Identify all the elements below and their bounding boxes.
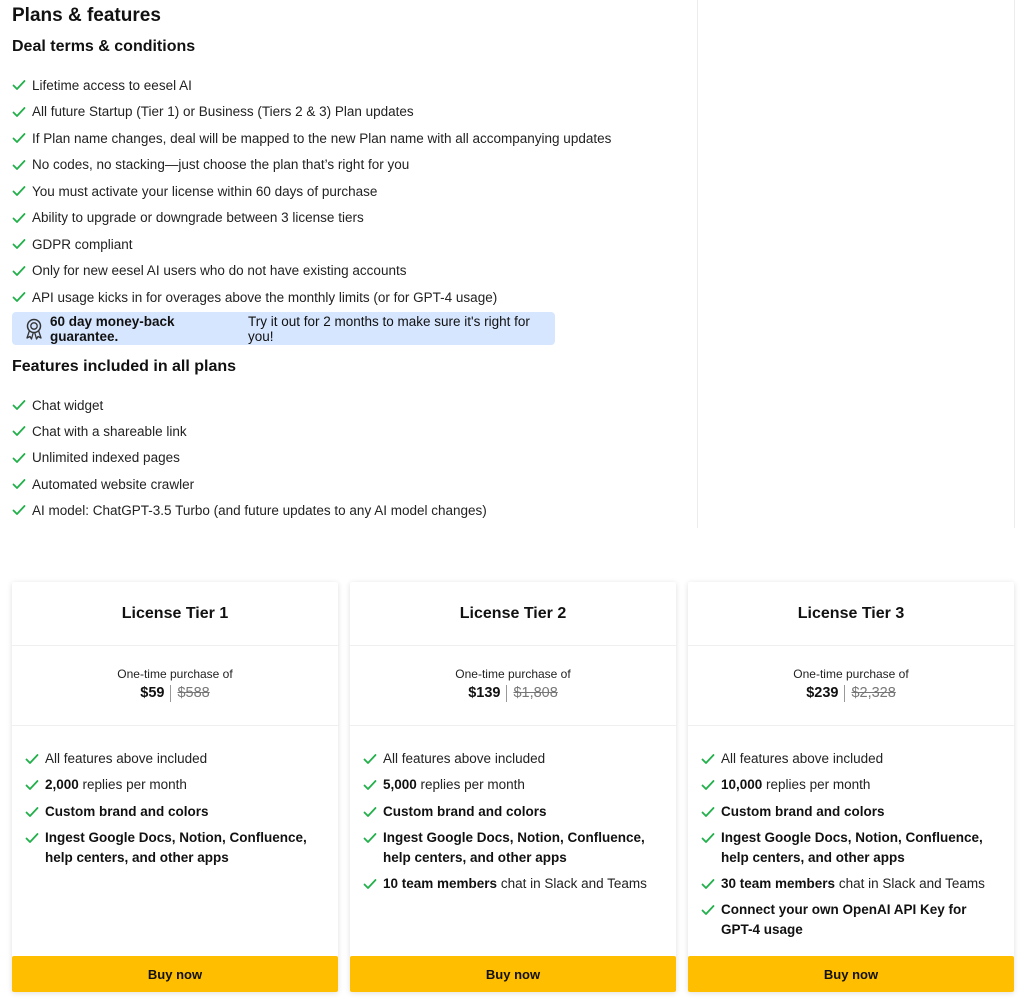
features-heading: Features included in all plans <box>12 358 237 375</box>
list-item: All future Startup (Tier 1) or Business (Tiers 2 & 3) Plan updates <box>12 99 611 126</box>
checkmark-icon <box>363 753 377 765</box>
checkmark-icon <box>12 106 26 118</box>
original-price: $588 <box>177 685 210 701</box>
tier-feature-item: Ingest Google Docs, Notion, Confluence, help centers, and other apps <box>363 828 676 868</box>
checkmark-icon <box>701 832 715 844</box>
tier-feature-item: Custom brand and colors <box>363 802 676 822</box>
list-item: AI model: ChatGPT-3.5 Turbo (and future updates to any AI model changes) <box>12 497 487 523</box>
buy-now-button[interactable]: Buy now <box>688 956 1014 992</box>
checkmark-icon <box>701 806 715 818</box>
checkmark-icon <box>701 878 715 890</box>
tier-feature-item: All features above included <box>363 749 676 769</box>
buy-now-button[interactable]: Buy now <box>12 956 338 992</box>
tier-feature-list <box>688 726 1014 940</box>
tier-feature-item: Connect your own OpenAI API Key for GPT-4 usage <box>701 900 1014 940</box>
checkmark-icon <box>12 132 26 144</box>
sidebar-panel <box>697 0 1015 528</box>
checkmark-icon <box>12 399 26 411</box>
checkmark-icon <box>701 753 715 765</box>
list-item: GDPR compliant <box>12 231 611 258</box>
list-item: API usage kicks in for overages above the monthly limits (or for GPT-4 usage) <box>12 284 611 311</box>
list-item: You must activate your license within 60 days of purchase <box>12 178 611 205</box>
tier-feature-item: All features above included <box>25 749 338 769</box>
checkmark-icon <box>12 291 26 303</box>
price-row <box>12 685 338 702</box>
checkmark-icon <box>12 265 26 277</box>
checkmark-icon <box>25 779 39 791</box>
list-item: Chat widget <box>12 392 487 418</box>
tier-title: License Tier 2 <box>350 582 676 646</box>
checkmark-icon <box>25 832 39 844</box>
tier-feature-item: Ingest Google Docs, Notion, Confluence, help centers, and other apps <box>701 828 1014 868</box>
checkmark-icon <box>12 159 26 171</box>
checkmark-icon <box>701 779 715 791</box>
checkmark-icon <box>701 904 715 916</box>
buy-now-button[interactable]: Buy now <box>350 956 676 992</box>
list-item: Chat with a shareable link <box>12 418 487 444</box>
original-price: $2,328 <box>851 685 896 701</box>
list-item: Ability to upgrade or downgrade between 3 license tiers <box>12 205 611 232</box>
checkmark-icon <box>12 478 26 490</box>
checkmark-icon <box>363 878 377 890</box>
tier-card-2 <box>350 582 676 992</box>
price-block <box>688 646 1014 726</box>
tier-feature-list <box>12 726 338 868</box>
list-item: Automated website crawler <box>12 471 487 497</box>
checkmark-icon <box>12 425 26 437</box>
checkmark-icon <box>25 806 39 818</box>
current-price: $139 <box>468 685 507 702</box>
tier-feature-item: All features above included <box>701 749 1014 769</box>
current-price: $59 <box>140 685 171 702</box>
tier-card-1 <box>12 582 338 992</box>
tier-title: License Tier 3 <box>688 582 1014 646</box>
checkmark-icon <box>12 238 26 250</box>
original-price: $1,808 <box>513 685 558 701</box>
price-label: One-time purchase of <box>793 667 909 681</box>
page-title: Plans & features <box>12 5 161 26</box>
checkmark-icon <box>12 452 26 464</box>
price-label: One-time purchase of <box>455 667 571 681</box>
guarantee-text: Try it out for 2 months to make sure it's right for you! <box>247 313 530 344</box>
list-item: Lifetime access to eesel AI <box>12 72 611 99</box>
tier-feature-item: Custom brand and colors <box>701 802 1014 822</box>
deal-terms-heading: Deal terms & conditions <box>12 38 196 55</box>
checkmark-icon <box>12 504 26 516</box>
guarantee-bold-text: 60 day money-back guarantee. <box>50 313 175 344</box>
checkmark-icon <box>12 79 26 91</box>
price-label: One-time purchase of <box>117 667 233 681</box>
award-badge-icon <box>24 318 44 340</box>
price-block <box>12 646 338 726</box>
tier-feature-item: Ingest Google Docs, Notion, Confluence, help centers, and other apps <box>25 828 338 868</box>
checkmark-icon <box>363 832 377 844</box>
features-list <box>12 392 487 523</box>
price-row <box>350 685 676 702</box>
price-row <box>688 685 1014 702</box>
tier-feature-item: 2,000 replies per month <box>25 775 338 795</box>
list-item: Unlimited indexed pages <box>12 445 487 471</box>
price-block <box>350 646 676 726</box>
tier-card-3 <box>688 582 1014 992</box>
list-item: If Plan name changes, deal will be mapped to the new Plan name with all accompanying updates <box>12 125 611 152</box>
checkmark-icon <box>363 806 377 818</box>
tier-feature-item: 5,000 replies per month <box>363 775 676 795</box>
list-item: Only for new eesel AI users who do not have existing accounts <box>12 258 611 285</box>
tier-feature-item: 30 team members chat in Slack and Teams <box>701 874 1014 894</box>
tier-feature-list <box>350 726 676 894</box>
tier-feature-item: Custom brand and colors <box>25 802 338 822</box>
tier-feature-item: 10,000 replies per month <box>701 775 1014 795</box>
checkmark-icon <box>12 212 26 224</box>
list-item: No codes, no stacking—just choose the plan that’s right for you <box>12 152 611 179</box>
money-back-guarantee-banner <box>12 312 555 345</box>
checkmark-icon <box>25 753 39 765</box>
checkmark-icon <box>363 779 377 791</box>
current-price: $239 <box>806 685 845 702</box>
tier-feature-item: 10 team members chat in Slack and Teams <box>363 874 676 894</box>
deal-terms-list <box>12 72 611 311</box>
tier-title: License Tier 1 <box>12 582 338 646</box>
checkmark-icon <box>12 185 26 197</box>
